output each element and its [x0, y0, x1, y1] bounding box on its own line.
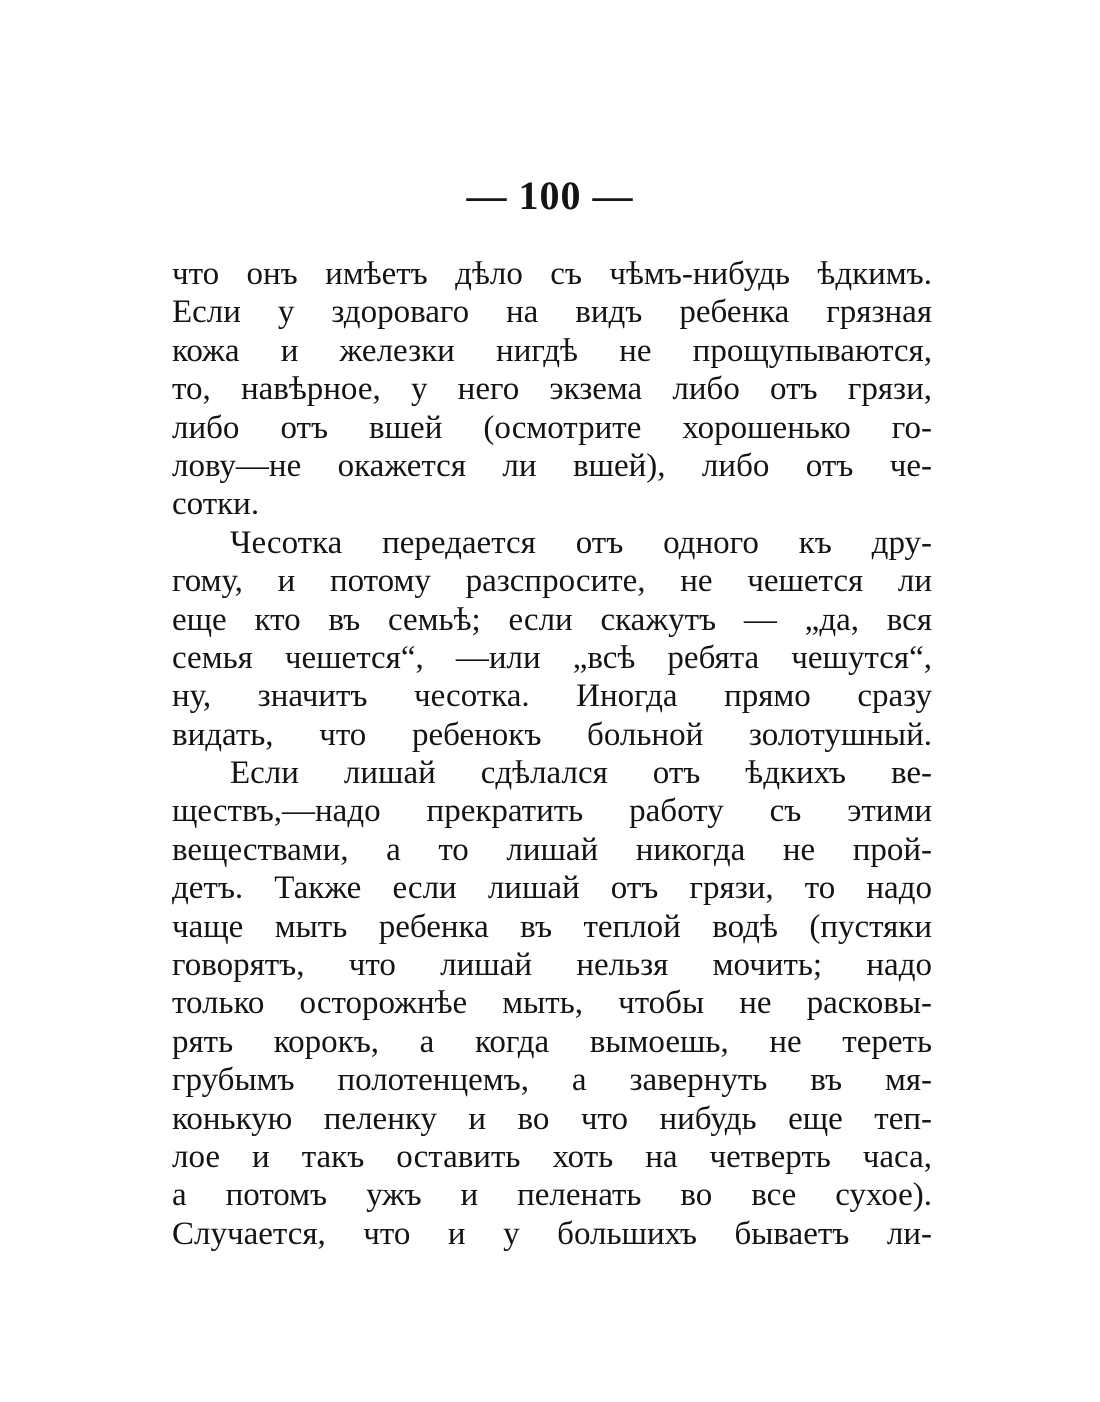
text-line: гому, и потому разспросите, не чешется ли: [172, 563, 932, 600]
text-line: рять корокъ, а когда вымоешь, не тереть: [172, 1023, 932, 1060]
text-line: детъ. Также если лишай отъ грязи, то надо: [172, 870, 932, 907]
text-line: грубымъ полотенцемъ, а завернуть въ мя-: [172, 1062, 932, 1099]
text-line: то, навѣрное, у него экзема либо отъ грязи,: [172, 371, 932, 408]
text-line: говорятъ, что лишай нельзя мочить; надо: [172, 947, 932, 984]
text-line: ну, значитъ чесотка. Иногда прямо сразу: [172, 678, 932, 715]
text-line: кожа и железки нигдѣ не прощупываются,: [172, 332, 932, 369]
text-line: сотки.: [172, 486, 260, 523]
text-line: а потомъ ужъ и пеленать во все сухое).: [172, 1177, 932, 1214]
paragraph: [172, 754, 932, 1253]
text-line: что онъ имѣетъ дѣло съ чѣмъ-нибудь ѣдкимъ.: [172, 256, 932, 292]
text-line: ществъ,—надо прекратить работу съ этими: [172, 793, 932, 830]
text-line: только осторожнѣе мыть, чтобы не расковы-: [172, 985, 932, 1022]
text-line: чаще мыть ребенка въ теплой водѣ (пустяки: [172, 908, 932, 945]
text-line: видать, что ребенокъ больной золотушный.: [172, 716, 932, 753]
text-line: веществами, а то лишай никогда не прой-: [172, 831, 932, 868]
text-line: Случается, что и у большихъ бываетъ ли-: [172, 1215, 932, 1252]
text-line: Если у здороваго на видъ ребенка грязная: [172, 294, 932, 331]
text-line: Если лишай сдѣлался отъ ѣдкихъ ве-: [230, 755, 932, 792]
text-line: лое и такъ оставить хоть на четверть часа,: [172, 1138, 932, 1175]
text-line: Чесотка передается отъ одного къ дру-: [230, 524, 932, 561]
text-line: лову—не окажется ли вшей), либо отъ че-: [172, 447, 932, 484]
text-line: конькую пеленку и во что нибудь еще теп-: [172, 1100, 932, 1137]
text-line: семья чешется“, —или „всѣ ребята чешутся“,: [172, 639, 932, 676]
text-line: еще кто въ семьѣ; если скажутъ — „да, вся: [172, 601, 932, 638]
body-text: [172, 255, 932, 1253]
text-line: либо отъ вшей (осмотрите хорошенько го-: [172, 409, 932, 446]
paragraph: [172, 255, 932, 524]
page-number: — 100 —: [466, 173, 634, 218]
paragraph: [172, 524, 932, 754]
